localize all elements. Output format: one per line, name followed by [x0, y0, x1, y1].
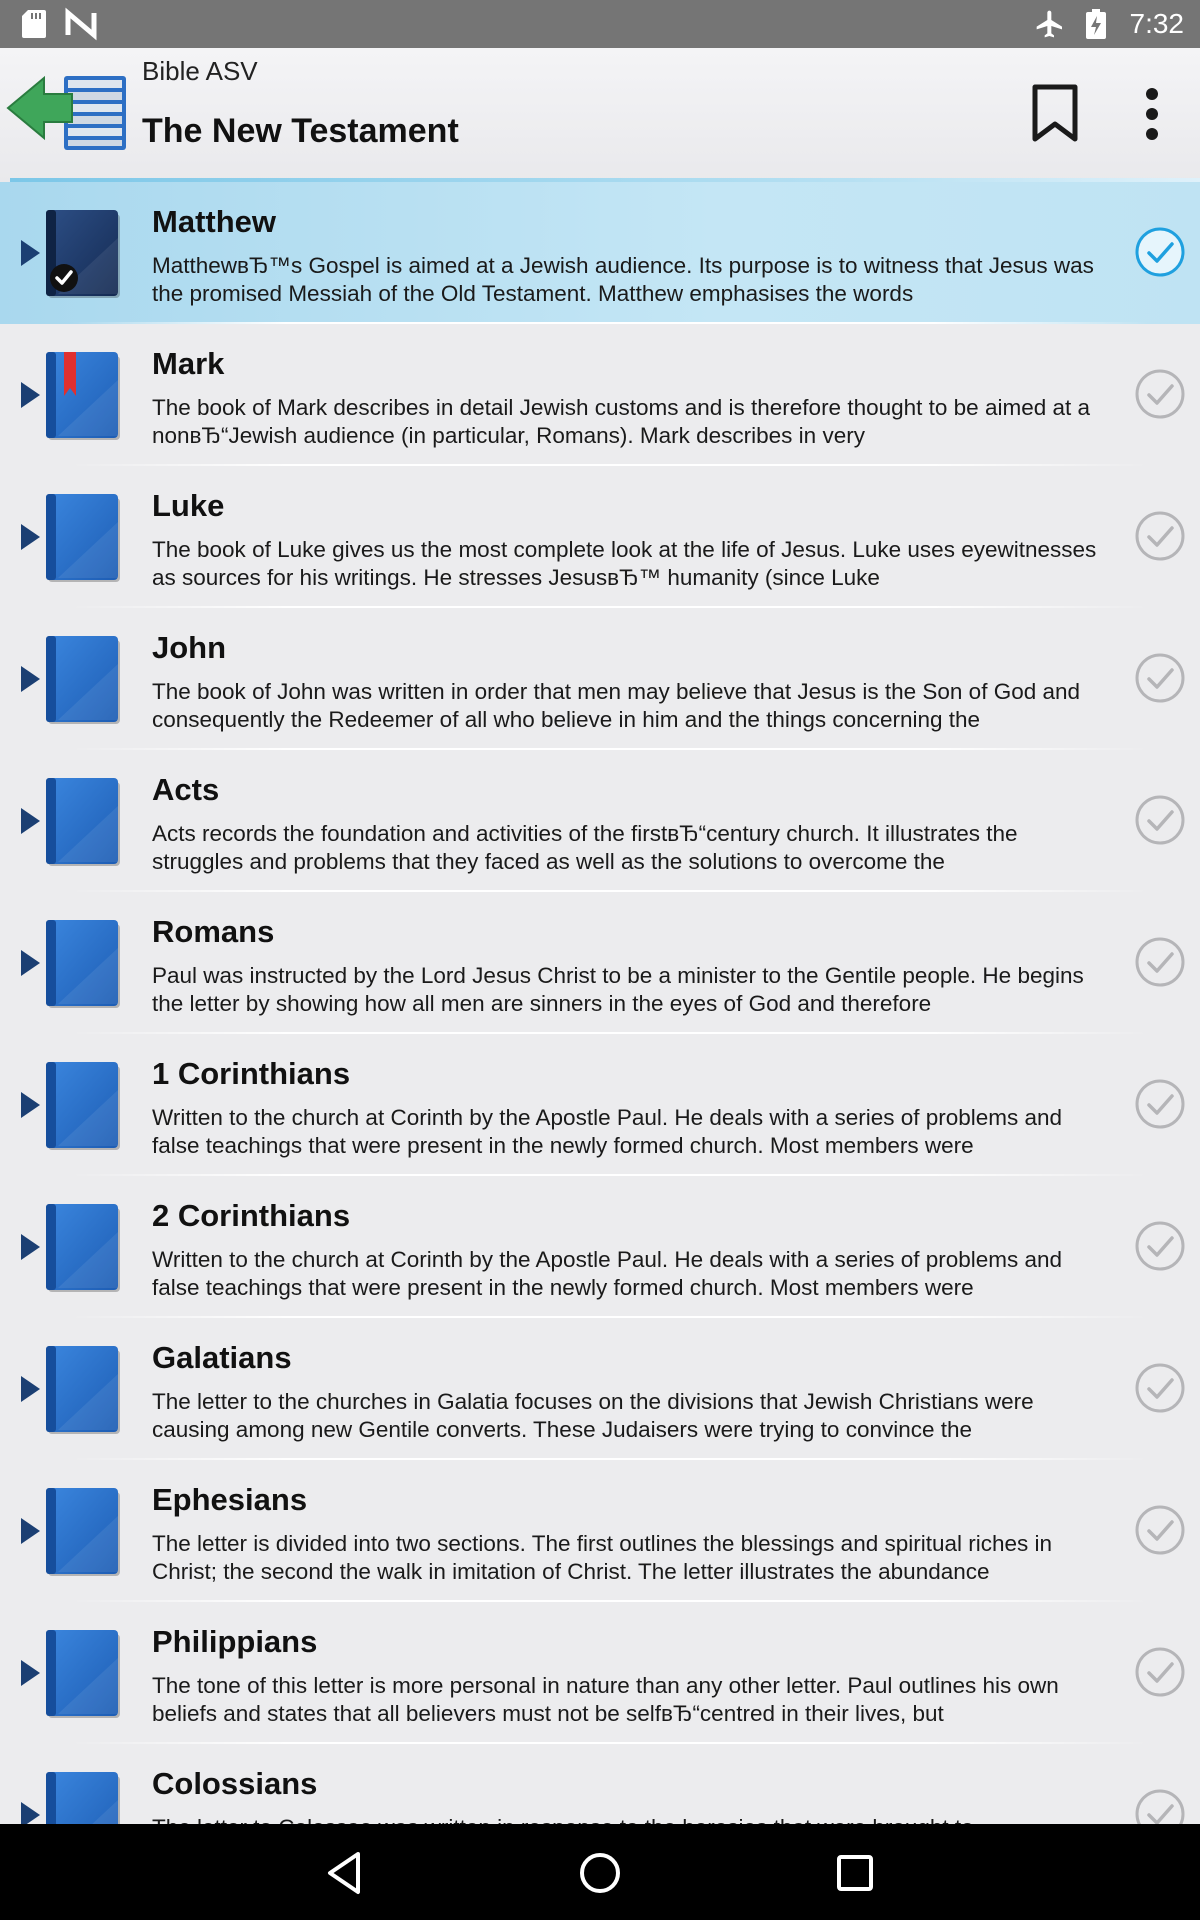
- check-circle-icon[interactable]: [1134, 368, 1186, 420]
- expand-arrow-icon[interactable]: [18, 1374, 42, 1404]
- book-icon: [44, 1486, 124, 1578]
- book-icon: [44, 1060, 124, 1152]
- book-description: The letter is divided into two sections. The first outlines the blessings and spiritual riches in Christ; the second the walk in imitation of Christ. The letter illustrates the abundance: [152, 1531, 1053, 1584]
- expand-arrow-icon[interactable]: [18, 806, 42, 836]
- nav-recents-icon[interactable]: [830, 1848, 880, 1898]
- book-title: Luke: [152, 488, 225, 523]
- expand-arrow-icon[interactable]: [18, 948, 42, 978]
- book-description: The book of John was written in order that men may believe that Jesus is the Son of God and consequently the Redeemer of all who believe in him and the things concerning the: [152, 679, 1081, 732]
- book-title: 2 Corinthians: [152, 1198, 351, 1233]
- book-description: The book of Mark describes in detail Jewish customs and is therefore thought to be aimed at a nonвЂ“Jewish audience (in particular, Romans). Mark describes in very: [152, 395, 1091, 448]
- more-vert-icon[interactable]: [1132, 86, 1172, 146]
- list-item[interactable]: [0, 1602, 1200, 1744]
- app-bar: [0, 48, 1200, 182]
- expand-arrow-icon[interactable]: [18, 664, 42, 694]
- book-list[interactable]: [0, 182, 1200, 1824]
- list-item[interactable]: [0, 892, 1200, 1034]
- list-item[interactable]: [0, 1034, 1200, 1176]
- book-description: Acts records the foundation and activities of the firstвЂ“century church. It illustrates the struggles and problems that they faced as well as the solutions to overcome the: [152, 821, 1018, 874]
- book-icon: [44, 1202, 124, 1294]
- expand-arrow-icon[interactable]: [18, 1658, 42, 1688]
- book-icon: [44, 492, 124, 584]
- book-description: Written to the church at Corinth by the Apostle Paul. He deals with a series of problems and false teachings that were present in the newly formed church. Most members were: [152, 1247, 1063, 1300]
- book-title: 1 Corinthians: [152, 1056, 351, 1091]
- check-circle-icon[interactable]: [1134, 510, 1186, 562]
- status-bar: [0, 0, 1200, 48]
- book-title: Galatians: [152, 1340, 292, 1375]
- list-item[interactable]: [0, 182, 1200, 324]
- list-item[interactable]: [0, 324, 1200, 466]
- nav-home-icon[interactable]: [575, 1848, 625, 1898]
- check-circle-icon[interactable]: [1134, 1646, 1186, 1698]
- check-circle-icon[interactable]: [1134, 1220, 1186, 1272]
- expand-arrow-icon[interactable]: [18, 380, 42, 410]
- book-title: Mark: [152, 346, 225, 381]
- check-circle-icon[interactable]: [1134, 1078, 1186, 1130]
- book-description: Written to the church at Corinth by the Apostle Paul. He deals with a series of problems and false teachings that were present in the newly formed church. Most members were: [152, 1105, 1063, 1158]
- expand-arrow-icon[interactable]: [18, 522, 42, 552]
- status-time: 7:32: [1129, 8, 1184, 39]
- book-bookmarked-icon: [44, 350, 124, 442]
- book-icon: [44, 918, 124, 1010]
- list-item[interactable]: [0, 1176, 1200, 1318]
- list-item[interactable]: [0, 1460, 1200, 1602]
- expand-arrow-icon[interactable]: [18, 238, 42, 268]
- expand-arrow-icon[interactable]: [18, 1516, 42, 1546]
- nav-back-icon[interactable]: [320, 1848, 370, 1898]
- book-title: John: [152, 630, 227, 665]
- check-circle-icon[interactable]: [1134, 1504, 1186, 1556]
- book-description: MatthewвЂ™s Gospel is aimed at a Jewish audience. Its purpose is to witness that Jesus was the promised Messiah of the Old Testament. Matthew emphasises the words: [152, 253, 1094, 306]
- book-icon: [44, 1344, 124, 1436]
- book-title: Matthew: [152, 204, 276, 239]
- sd-card-icon: [22, 10, 46, 38]
- check-circle-icon[interactable]: [1134, 936, 1186, 988]
- airplane-mode-icon: [1034, 8, 1066, 40]
- back-books-icon[interactable]: [6, 70, 130, 154]
- book-read-icon: [44, 208, 124, 300]
- expand-arrow-icon[interactable]: [18, 1090, 42, 1120]
- bookmark-icon[interactable]: [1030, 84, 1080, 144]
- navigation-bar: [0, 1824, 1200, 1920]
- check-circle-icon[interactable]: [1134, 652, 1186, 704]
- check-circle-icon[interactable]: [1134, 1362, 1186, 1414]
- app-title: Bible ASV: [142, 56, 258, 86]
- list-item[interactable]: [0, 1318, 1200, 1460]
- book-title: Colossians: [152, 1766, 318, 1801]
- book-description: The tone of this letter is more personal in nature than any other letter. Paul outlines his own beliefs and states that all believers must not be selfвЂ“centred in their lives, but: [152, 1673, 1059, 1726]
- book-description: The letter to the churches in Galatia focuses on the divisions that Jewish Christians were causing among new Gentile converts. These Judaisers were trying to convince the: [152, 1389, 1034, 1442]
- book-title: Ephesians: [152, 1482, 308, 1517]
- book-title: Acts: [152, 772, 220, 807]
- page-title: The New Testament: [142, 112, 459, 150]
- check-circle-icon[interactable]: [1134, 794, 1186, 846]
- book-description: The book of Luke gives us the most complete look at the life of Jesus. Luke uses eyewitnesses as sources for his writings. He stresses JesusвЂ™ humanity (since Luke: [152, 537, 1097, 590]
- book-description: Paul was instructed by the Lord Jesus Christ to be a minister to the Gentile people. He begins the letter by showing how all men are sinners in the eyes of God and therefore: [152, 963, 1084, 1016]
- book-title: Philippians: [152, 1624, 318, 1659]
- book-icon: [44, 1628, 124, 1720]
- n-notification-icon: [66, 11, 96, 37]
- list-item[interactable]: [0, 608, 1200, 750]
- list-item[interactable]: [0, 466, 1200, 608]
- expand-arrow-icon[interactable]: [18, 1232, 42, 1262]
- book-title: Romans: [152, 914, 275, 949]
- book-icon: [44, 776, 124, 868]
- book-icon: [44, 634, 124, 726]
- list-item[interactable]: [0, 750, 1200, 892]
- battery-charging-icon: [1086, 9, 1106, 39]
- check-circle-active-icon[interactable]: [1134, 226, 1186, 278]
